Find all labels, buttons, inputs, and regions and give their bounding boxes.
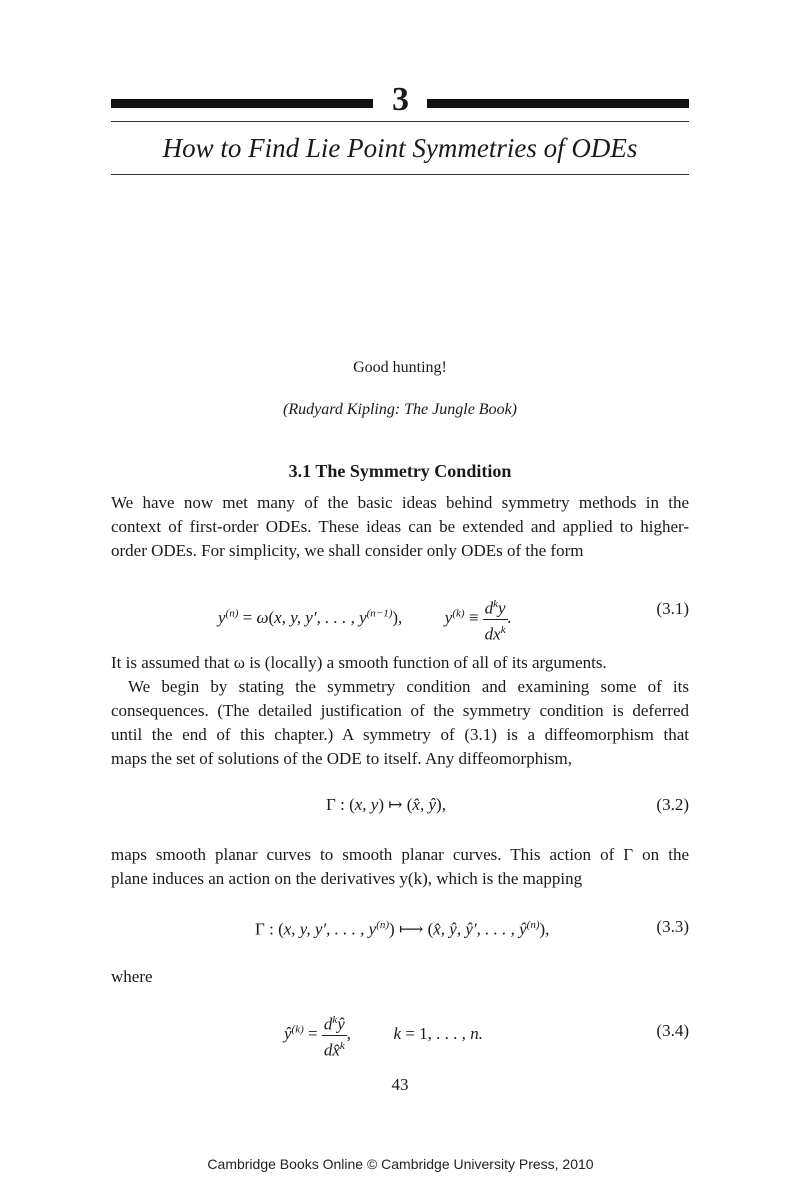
- equation-3-3: Γ : (x, y, y′, . . . , $y^{(n)}$) ⟼ (x̂, ŷ, ŷ′, . . . , $ŷ^{(n)}$),: [255, 919, 550, 939]
- paragraph-line: until the end of this chapter.) A symmetry of (3.1) is a diffeomorphism that: [111, 725, 689, 744]
- section-heading: 3.1 The Symmetry Condition: [288, 461, 512, 481]
- epigraph-source: (Rudyard Kipling: The Jungle Book): [282, 401, 518, 418]
- paragraph: where: [111, 967, 153, 986]
- chapter-rule-left: [111, 99, 373, 108]
- paragraph-line: plane induces an action on the derivatives y(k), which is the mapping: [111, 869, 583, 888]
- equation-3-1: $y^{(n)} = \omega(x$, y, y′, . . . , $y^{(n-1)}$), $y^{(k)}$ ≡ $\frac{d^ky}{dx^k}$ .: [218, 594, 512, 644]
- chapter-rule-thin-top: [111, 121, 689, 122]
- paragraph-line: order ODEs. For simplicity, we shall consider only ODEs of the form: [111, 541, 584, 560]
- chapter-rule-right: [427, 99, 689, 108]
- chapter-title: How to Find Lie Point Symmetries of ODEs: [162, 133, 638, 163]
- equation-number: (3.3): [656, 917, 689, 936]
- chapter-rule-thin-bottom: [111, 174, 689, 175]
- paragraph-line: We begin by stating the symmetry condition and examining some of its: [128, 677, 689, 696]
- equation-number: (3.2): [656, 795, 689, 814]
- equation-number: (3.1): [656, 599, 689, 618]
- paragraph: It is assumed that ω is (locally) a smooth function of all of its arguments.: [111, 653, 607, 672]
- page-number: 43: [391, 1075, 409, 1094]
- paragraph-line: maps smooth planar curves to smooth planar curves. This action of Γ on the: [111, 845, 689, 864]
- paragraph-line: maps the set of solutions of the ODE to itself. Any diffeomorphism,: [111, 749, 573, 768]
- equation-3-2: Γ : (x, y) ↦ (x̂, ŷ),: [326, 795, 446, 814]
- equation-3-4: $ŷ^{(k)}$ = $\frac{d^kŷ}{dx̂^k}$ , k = 1, . . . , n.: [284, 1010, 483, 1060]
- paragraph-line: consequences. (The detailed justification of the symmetry condition is deferred: [111, 701, 689, 720]
- epigraph-quote: Good hunting!: [353, 359, 447, 376]
- paragraph-line: context of first-order ODEs. These ideas can be extended and applied to higher-: [111, 517, 689, 536]
- paragraph-line: We have now met many of the basic ideas behind symmetry methods in the: [111, 493, 689, 512]
- equation-number: (3.4): [656, 1021, 689, 1040]
- footer-copyright: Cambridge Books Online © Cambridge University Press, 2010: [207, 1156, 594, 1172]
- chapter-number: 3: [392, 81, 409, 118]
